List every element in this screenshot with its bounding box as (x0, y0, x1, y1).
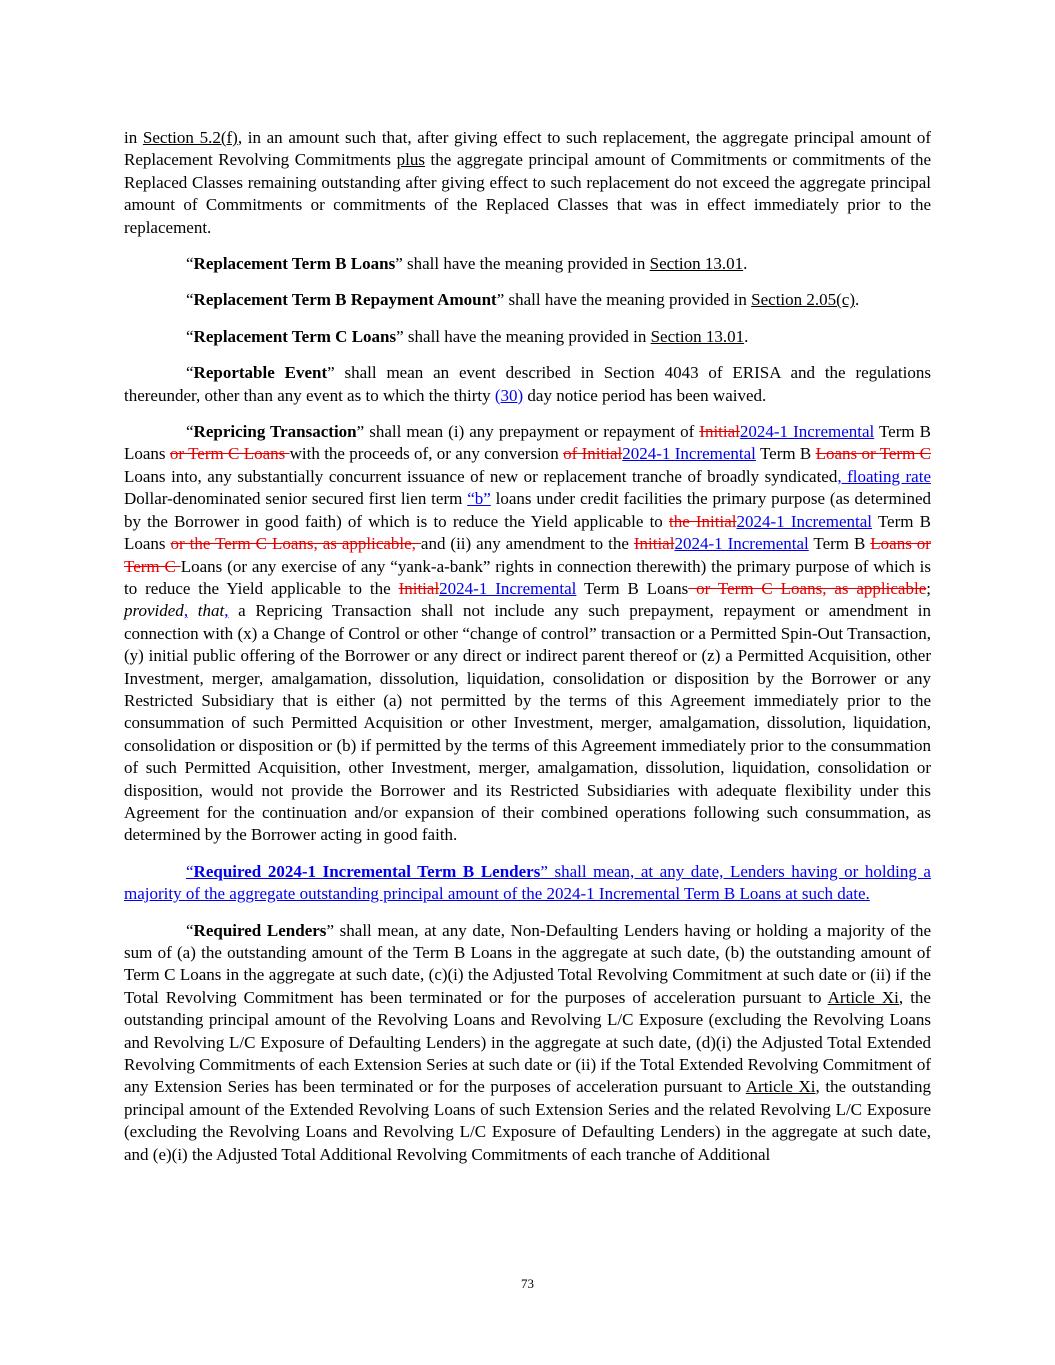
inserted-text: 2024-1 Incremental (736, 511, 872, 531)
defined-term: Repricing Transaction (193, 422, 357, 442)
text-run: Term B Loans (576, 578, 689, 598)
cross-reference: Section 13.01 (650, 326, 745, 346)
inserted-text: 2024-1 Incremental (622, 444, 756, 464)
text-run: ” shall have the meaning provided in (496, 290, 752, 310)
text-run: Loans into, any substantially concurrent issuance of new or replacement tranche of broadly syndicated (124, 466, 838, 486)
text-run: “ (186, 326, 194, 346)
deleted-text: Initial (398, 578, 440, 598)
inserted-text: (30) (494, 385, 524, 405)
text-run: Term B (755, 444, 816, 464)
deleted-text: the Initial (668, 511, 737, 531)
text-run: ” shall mean, at any date, Non-Defaulting Lenders having or holding a majority of the sum of (a) the outstanding amount of the Term B Loans in the aggregate at such date, (b) the outstanding amount of Term C Loans in the aggregate at such date, (c)(i) the Adjusted Total Revolving Commitment at such date or (ii) if the Total Revolving Commitment has been terminated or for the purposes of acceleration pursuant to (124, 920, 931, 1007)
inserted-text: , floating rate (837, 466, 931, 486)
cross-reference: Section 2.05(c) (751, 290, 856, 310)
page-number: 73 (521, 1276, 534, 1291)
continuation-paragraph-replacement-revolving (124, 127, 931, 239)
deleted-text: Loans or Term C (124, 534, 931, 576)
text-run: , in an amount such that, after giving effect to such replacement, the aggregate principal amount of Replacement Revolving Commitments (124, 128, 931, 170)
text-run: . (855, 290, 860, 310)
text-run: Term B (808, 534, 871, 554)
text-run: , the outstanding principal amount of the Extended Revolving Loans of such Extension Series and the related Revolving L/C Exposure (excluding the Revolving Loans and Revolving L/C Exposure of Defaulting Lenders) in the aggregate at such date, and (e)(i) the Adjusted Total Additional Revolving Commitments of each tranche of Additional (124, 1077, 931, 1164)
cross-reference: Article Xi (745, 1077, 816, 1097)
text-run: Term B Loans (124, 511, 931, 554)
text-run: the aggregate principal amount of Commitments or commitments of the Replaced Classes remaining outstanding after giving effect to such replacement do not exceed the aggregate principal amount of Commitments or commitments of the Replaced Classes that was in effect immediately prior to the replacement. (124, 150, 931, 237)
text-run: “ (186, 254, 194, 274)
inserted-text: ” shall mean, at any date, Lenders having or holding a majority of the aggregate outstanding principal amount of the 2024-1 Incremental Term B Loans at such date. (124, 861, 931, 904)
text-run: “ (186, 363, 194, 383)
text-run (188, 601, 198, 620)
italic-text: provided (124, 601, 184, 621)
defined-term: Reportable Event (193, 363, 328, 383)
inserted-text: , (224, 601, 229, 621)
text-run: loans under credit facilities the primary purpose (as determined by the Borrower in good faith) of which is to reduce the Yield applicable to (124, 489, 931, 531)
inserted-text: “ (186, 861, 194, 881)
definition-replacement-term-b-repayment-amount (124, 289, 931, 311)
cross-reference: Section 5.2(f) (142, 128, 238, 147)
text-run: “ (186, 422, 194, 442)
text-run: ; (926, 578, 931, 598)
text-run: and (ii) any amendment to the (420, 534, 634, 554)
italic-text: that (197, 601, 225, 621)
inserted-text: 2024-1 Incremental (439, 578, 577, 598)
defined-term: Replacement Term B Repayment Amount (193, 290, 497, 310)
defined-term: Replacement Term B Loans (193, 254, 396, 274)
deleted-text: Initial (633, 534, 675, 554)
inserted-text: 2024-1 Incremental (674, 534, 809, 554)
inserted-text: Required 2024-1 Incremental Term B Lenders (193, 861, 541, 881)
definition-required-2024-1-incremental-term-b-lenders (124, 861, 931, 906)
inserted-text: , (183, 601, 189, 621)
deleted-text: or Term C Loans, as applicable (688, 578, 927, 598)
text-run: Loans (or any exercise of any “yank-a-bank” rights in connection therewith) the primary purpose of which is to reduce the Yield applicable to the (124, 556, 931, 598)
text-run: ” shall mean an event described in Section 4043 of ERISA and the regulations thereunder, other than any event as to which the thirty (124, 363, 931, 405)
definition-reportable-event (124, 362, 931, 407)
document-body (124, 127, 931, 1180)
deleted-text: of Initial (563, 444, 623, 464)
text-run: Term B Loans (124, 422, 931, 464)
text-run: . (744, 326, 749, 346)
cross-reference: plus (396, 150, 425, 170)
text-run: “ (186, 920, 194, 940)
deleted-text: Initial (699, 422, 740, 442)
deleted-text: or the Term C Loans, as applicable, (170, 534, 421, 554)
text-run: ” shall mean (i) any prepayment or repayment of (356, 422, 700, 442)
text-run: in (124, 128, 143, 147)
text-run: with the proceeds of, or any conversion (289, 444, 564, 464)
cross-reference: Section 13.01 (649, 254, 744, 274)
cross-reference: Article Xi (827, 987, 899, 1007)
defined-term: Required Lenders (193, 920, 327, 940)
text-run: “ (186, 290, 194, 310)
inserted-text: “b” (467, 489, 491, 509)
text-run: ” shall have the meaning provided in (396, 326, 651, 346)
definition-required-lenders (124, 920, 931, 1166)
definition-repricing-transaction (124, 421, 931, 847)
defined-term: Replacement Term C Loans (193, 326, 397, 346)
deleted-text: or Term C Loans (169, 444, 290, 464)
text-run: Dollar-denominated senior secured first lien term (124, 489, 468, 509)
text-run: ” shall have the meaning provided in (395, 254, 650, 274)
inserted-text: 2024-1 Incremental (739, 422, 875, 442)
text-run: , the outstanding principal amount of the Revolving Loans and Revolving L/C Exposure (excluding the Revolving Loans and Revolving L/C Exposure of Defaulting Lenders) in the aggregate at such date, (d)(i) the Adjusted Total Extended Revolving Commitments of each Extension Series at such date or (ii) if the Total Extended Revolving Commitment of any Extension Series has been terminated or for the purposes of acceleration pursuant to (124, 987, 931, 1097)
definition-replacement-term-c-loans (124, 326, 931, 348)
definition-replacement-term-b-loans (124, 253, 931, 275)
text-run: day notice period has been waived. (523, 385, 767, 405)
text-run: a Repricing Transaction shall not include any such prepayment, repayment or amendment in connection with (x) a Change of Control or other “change of control” transaction or a Permitted Spin-Out Transaction, (y) initial public offering of the Borrower or any direct or indirect parent thereof or (z) a Permitted Acquisition, other Investment, merger, amalgamation, dissolution, liquidation, consolidation or disposition by the Borrower or any Restricted Subsidiary that is either (a) not permitted by the terms of this Agreement immediately prior to the consummation of such Permitted Acquisition or other Investment, merger, amalgamation, dissolution, liquidation, consolidation or disposition or (b) if permitted by the terms of this Agreement immediately prior to the consummation of such Permitted Acquisition, other Investment, merger, amalgamation, dissolution, liquidation, consolidation or disposition, would not provide the Borrower and its Restricted Subsidiaries with adequate flexibility under this Agreement for the continuation and/or expansion of their combined operations following such consummation, as determined by the Borrower acting in good faith. (124, 601, 931, 845)
deleted-text: Loans or Term C (815, 444, 931, 464)
text-run: . (743, 254, 748, 274)
